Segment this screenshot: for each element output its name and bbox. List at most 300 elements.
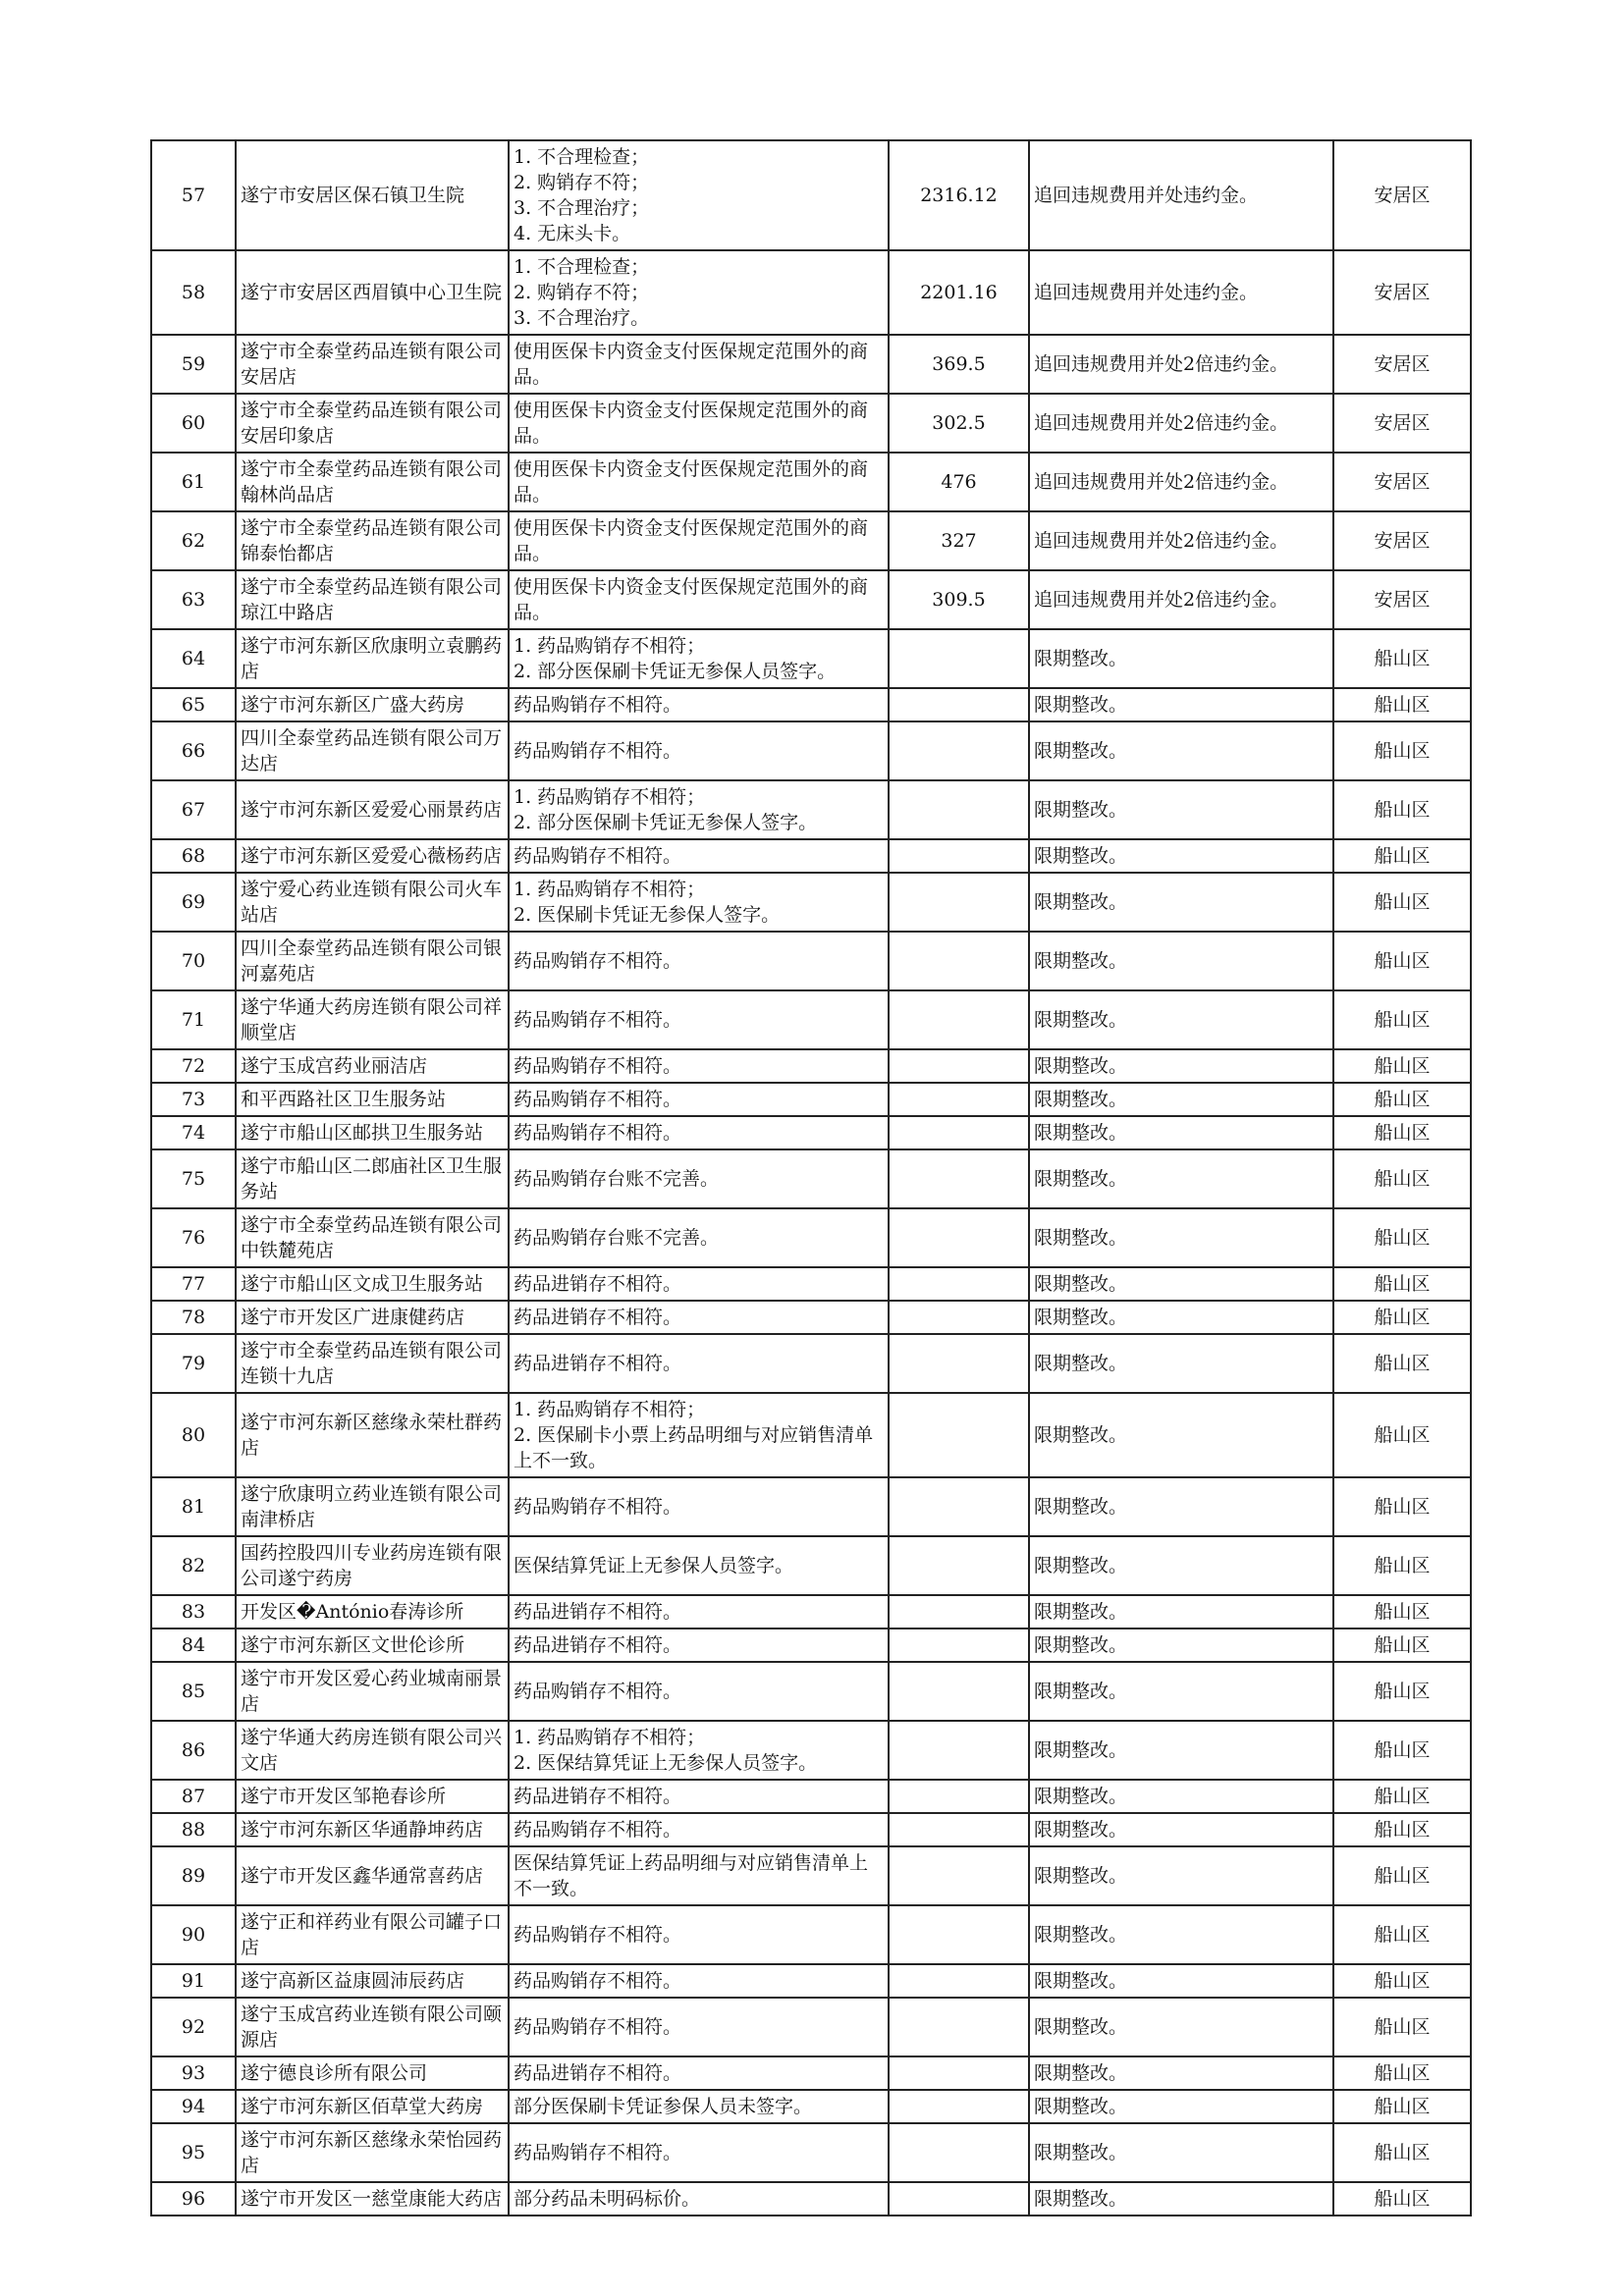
amount	[889, 2123, 1029, 2182]
issue-item: 药品购销存不相符。	[514, 1122, 682, 1144]
district: 安居区	[1333, 570, 1471, 629]
amount	[889, 1267, 1029, 1301]
amount	[889, 780, 1029, 839]
penalty-action: 限期整改。	[1029, 1964, 1333, 1998]
issues-cell	[509, 1780, 889, 1813]
issues-cell	[509, 1662, 889, 1721]
penalty-action: 追回违规费用并处违约金。	[1029, 140, 1333, 250]
district: 船山区	[1333, 1905, 1471, 1964]
table-row	[151, 1595, 1471, 1629]
district: 船山区	[1333, 990, 1471, 1049]
penalty-action: 追回违规费用并处2倍违约金。	[1029, 453, 1333, 511]
amount	[889, 1595, 1029, 1629]
amount	[889, 1334, 1029, 1393]
institution-name: 遂宁爱心药业连锁有限公司火车站店	[236, 873, 509, 932]
row-number: 82	[151, 1536, 236, 1595]
issue-item: 药品购销存台账不完善。	[514, 1227, 720, 1249]
table-row	[151, 1149, 1471, 1208]
issue-item: 药品购销存不相符。	[514, 845, 682, 867]
issues-cell	[509, 2182, 889, 2216]
penalty-action: 限期整改。	[1029, 1083, 1333, 1116]
table-row	[151, 780, 1471, 839]
issue-item: 1. 药品购销存不相符；	[514, 635, 706, 657]
district: 船山区	[1333, 1477, 1471, 1536]
institution-name: 遂宁市河东新区华通静坤药店	[236, 1813, 509, 1846]
institution-name: 遂宁市船山区二郎庙社区卫生服务站	[236, 1149, 509, 1208]
penalty-action: 限期整改。	[1029, 1267, 1333, 1301]
amount	[889, 1813, 1029, 1846]
amount: 476	[889, 453, 1029, 511]
table-row	[151, 839, 1471, 873]
table-row	[151, 1393, 1471, 1477]
amount	[889, 1721, 1029, 1780]
table-row	[151, 1905, 1471, 1964]
amount	[889, 1116, 1029, 1149]
amount	[889, 873, 1029, 932]
institution-name: 四川全泰堂药品连锁有限公司银河嘉苑店	[236, 932, 509, 990]
institution-name: 遂宁德良诊所有限公司	[236, 2056, 509, 2090]
institution-name: 遂宁市全泰堂药品连锁有限公司琼江中路店	[236, 570, 509, 629]
row-number: 74	[151, 1116, 236, 1149]
issue-item: 药品进销存不相符。	[514, 1273, 682, 1295]
issues-cell	[509, 1998, 889, 2056]
institution-name: 遂宁华通大药房连锁有限公司兴文店	[236, 1721, 509, 1780]
issue-item: 药品购销存不相符。	[514, 950, 682, 972]
amount	[889, 1301, 1029, 1334]
row-number: 67	[151, 780, 236, 839]
district: 船山区	[1333, 1964, 1471, 1998]
issues-cell	[509, 990, 889, 1049]
institution-name: 遂宁市开发区邹艳春诊所	[236, 1780, 509, 1813]
penalty-action: 限期整改。	[1029, 2090, 1333, 2123]
issue-item: 使用医保卡内资金支付医保规定范围外的商品。	[514, 576, 869, 623]
issues-cell	[509, 2123, 889, 2182]
amount	[889, 1536, 1029, 1595]
table-row	[151, 932, 1471, 990]
institution-name: 国药控股四川专业药房连锁有限公司遂宁药房	[236, 1536, 509, 1595]
issues-cell	[509, 2056, 889, 2090]
issue-item: 药品购销存不相符。	[514, 1089, 682, 1110]
institution-name: 遂宁市河东新区爱爱心薇杨药店	[236, 839, 509, 873]
issue-item: 1. 不合理检查；	[514, 146, 650, 168]
violations-table	[150, 139, 1472, 2216]
table-row	[151, 1721, 1471, 1780]
table-row	[151, 1267, 1471, 1301]
issue-item: 药品购销存不相符。	[514, 1924, 682, 1946]
issues-cell	[509, 688, 889, 721]
issue-item: 药品购销存不相符。	[514, 1681, 682, 1702]
amount	[889, 1998, 1029, 2056]
institution-name: 开发区�António春涛诊所	[236, 1595, 509, 1629]
district: 船山区	[1333, 1998, 1471, 2056]
district: 安居区	[1333, 453, 1471, 511]
row-number: 96	[151, 2182, 236, 2216]
amount	[889, 1149, 1029, 1208]
issues-cell	[509, 839, 889, 873]
table-row	[151, 721, 1471, 780]
issue-item: 药品进销存不相符。	[514, 1353, 682, 1374]
row-number: 71	[151, 990, 236, 1049]
penalty-action: 限期整改。	[1029, 1846, 1333, 1905]
issues-cell	[509, 1905, 889, 1964]
penalty-action: 限期整改。	[1029, 990, 1333, 1049]
penalty-action: 限期整改。	[1029, 2123, 1333, 2182]
issue-item: 1. 药品购销存不相符；	[514, 1727, 706, 1748]
district: 船山区	[1333, 1721, 1471, 1780]
row-number: 75	[151, 1149, 236, 1208]
issue-item: 使用医保卡内资金支付医保规定范围外的商品。	[514, 458, 869, 506]
penalty-action: 限期整改。	[1029, 1629, 1333, 1662]
issues-cell	[509, 1301, 889, 1334]
district: 船山区	[1333, 873, 1471, 932]
penalty-action: 限期整改。	[1029, 1721, 1333, 1780]
penalty-action: 限期整改。	[1029, 1998, 1333, 2056]
institution-name: 遂宁市安居区西眉镇中心卫生院	[236, 250, 509, 335]
issues-cell	[509, 1393, 889, 1477]
amount	[889, 2182, 1029, 2216]
issue-item: 药品进销存不相符。	[514, 2062, 682, 2084]
row-number: 72	[151, 1049, 236, 1083]
penalty-action: 限期整改。	[1029, 839, 1333, 873]
institution-name: 遂宁高新区益康圆沛辰药店	[236, 1964, 509, 1998]
district: 船山区	[1333, 2123, 1471, 2182]
penalty-action: 限期整改。	[1029, 1813, 1333, 1846]
district: 船山区	[1333, 1536, 1471, 1595]
issue-item: 药品购销存不相符。	[514, 694, 682, 716]
amount	[889, 1662, 1029, 1721]
amount	[889, 1208, 1029, 1267]
row-number: 73	[151, 1083, 236, 1116]
row-number: 87	[151, 1780, 236, 1813]
penalty-action: 限期整改。	[1029, 1477, 1333, 1536]
penalty-action: 限期整改。	[1029, 1049, 1333, 1083]
row-number: 59	[151, 335, 236, 394]
penalty-action: 限期整改。	[1029, 1334, 1333, 1393]
amount	[889, 1477, 1029, 1536]
amount	[889, 839, 1029, 873]
issues-cell	[509, 140, 889, 250]
table-row	[151, 873, 1471, 932]
penalty-action: 限期整改。	[1029, 780, 1333, 839]
institution-name: 遂宁市全泰堂药品连锁有限公司安居印象店	[236, 394, 509, 453]
penalty-action: 限期整改。	[1029, 1393, 1333, 1477]
table-row	[151, 1208, 1471, 1267]
district: 船山区	[1333, 1662, 1471, 1721]
amount	[889, 990, 1029, 1049]
issues-cell	[509, 1267, 889, 1301]
district: 船山区	[1333, 2090, 1471, 2123]
row-number: 80	[151, 1393, 236, 1477]
issue-item: 2. 部分医保刷卡凭证无参保人员签字。	[514, 661, 837, 682]
issue-item: 药品购销存不相符。	[514, 1055, 682, 1077]
amount	[889, 688, 1029, 721]
institution-name: 遂宁市河东新区慈缘永荣杜群药店	[236, 1393, 509, 1477]
table-row	[151, 2056, 1471, 2090]
table-row	[151, 511, 1471, 570]
row-number: 60	[151, 394, 236, 453]
row-number: 63	[151, 570, 236, 629]
institution-name: 遂宁市全泰堂药品连锁有限公司中铁麓苑店	[236, 1208, 509, 1267]
issues-cell	[509, 1964, 889, 1998]
row-number: 91	[151, 1964, 236, 1998]
district: 船山区	[1333, 1267, 1471, 1301]
issues-cell	[509, 873, 889, 932]
institution-name: 四川全泰堂药品连锁有限公司万达店	[236, 721, 509, 780]
institution-name: 遂宁市河东新区佰草堂大药房	[236, 2090, 509, 2123]
row-number: 69	[151, 873, 236, 932]
issues-cell	[509, 932, 889, 990]
amount: 2316.12	[889, 140, 1029, 250]
institution-name: 遂宁市河东新区文世伦诊所	[236, 1629, 509, 1662]
institution-name: 遂宁华通大药房连锁有限公司祥顺堂店	[236, 990, 509, 1049]
row-number: 58	[151, 250, 236, 335]
issues-cell	[509, 394, 889, 453]
row-number: 94	[151, 2090, 236, 2123]
amount	[889, 1049, 1029, 1083]
penalty-action: 限期整改。	[1029, 2182, 1333, 2216]
penalty-action: 限期整改。	[1029, 688, 1333, 721]
amount	[889, 1083, 1029, 1116]
row-number: 92	[151, 1998, 236, 2056]
issue-item: 药品购销存不相符。	[514, 1496, 682, 1518]
issues-cell	[509, 1149, 889, 1208]
institution-name: 遂宁市全泰堂药品连锁有限公司锦泰怡都店	[236, 511, 509, 570]
issue-item: 药品进销存不相符。	[514, 1634, 682, 1656]
amount	[889, 1629, 1029, 1662]
row-number: 85	[151, 1662, 236, 1721]
issue-item: 医保结算凭证上药品明细与对应销售清单上不一致。	[514, 1852, 869, 1899]
table-row	[151, 1964, 1471, 1998]
institution-name: 遂宁市安居区保石镇卫生院	[236, 140, 509, 250]
amount	[889, 2056, 1029, 2090]
penalty-action: 限期整改。	[1029, 1780, 1333, 1813]
penalty-action: 限期整改。	[1029, 1536, 1333, 1595]
issue-item: 药品购销存不相符。	[514, 1970, 682, 1992]
penalty-action: 限期整改。	[1029, 1208, 1333, 1267]
district: 船山区	[1333, 1083, 1471, 1116]
issue-item: 药品进销存不相符。	[514, 1601, 682, 1623]
issues-cell	[509, 1116, 889, 1149]
row-number: 84	[151, 1629, 236, 1662]
table-row	[151, 140, 1471, 250]
issue-item: 1. 药品购销存不相符；	[514, 786, 706, 808]
issues-cell	[509, 1083, 889, 1116]
table-row	[151, 1477, 1471, 1536]
issue-item: 1. 药品购销存不相符；	[514, 1399, 706, 1420]
amount	[889, 932, 1029, 990]
table-row	[151, 335, 1471, 394]
district: 船山区	[1333, 629, 1471, 688]
penalty-action: 限期整改。	[1029, 1595, 1333, 1629]
institution-name: 遂宁市船山区文成卫生服务站	[236, 1267, 509, 1301]
penalty-action: 限期整改。	[1029, 721, 1333, 780]
row-number: 64	[151, 629, 236, 688]
district: 船山区	[1333, 932, 1471, 990]
issue-item: 药品购销存不相符。	[514, 2016, 682, 2038]
penalty-action: 限期整改。	[1029, 1662, 1333, 1721]
issue-item: 2. 医保刷卡小票上药品明细与对应销售清单上不一致。	[514, 1424, 874, 1471]
institution-name: 遂宁市船山区邮拱卫生服务站	[236, 1116, 509, 1149]
issue-item: 2. 医保刷卡凭证无参保人签字。	[514, 904, 781, 926]
amount	[889, 629, 1029, 688]
district: 船山区	[1333, 780, 1471, 839]
penalty-action: 限期整改。	[1029, 932, 1333, 990]
table-row	[151, 250, 1471, 335]
issue-item: 2. 医保结算凭证上无参保人员签字。	[514, 1752, 818, 1774]
table-row	[151, 1334, 1471, 1393]
district: 安居区	[1333, 511, 1471, 570]
institution-name: 遂宁市河东新区欣康明立袁鹏药店	[236, 629, 509, 688]
row-number: 79	[151, 1334, 236, 1393]
penalty-action: 追回违规费用并处违约金。	[1029, 250, 1333, 335]
issue-item: 2. 购销存不符；	[514, 282, 650, 303]
institution-name: 遂宁市全泰堂药品连锁有限公司翰林尚品店	[236, 453, 509, 511]
institution-name: 遂宁市开发区鑫华通常喜药店	[236, 1846, 509, 1905]
row-number: 57	[151, 140, 236, 250]
issue-item: 1. 不合理检查；	[514, 256, 650, 278]
issues-cell	[509, 1477, 889, 1536]
district: 安居区	[1333, 140, 1471, 250]
institution-name: 遂宁市河东新区爱爱心丽景药店	[236, 780, 509, 839]
table-row	[151, 394, 1471, 453]
district: 船山区	[1333, 1393, 1471, 1477]
table-body	[151, 140, 1471, 2216]
table-row	[151, 1998, 1471, 2056]
institution-name: 遂宁玉成宫药业连锁有限公司颐源店	[236, 1998, 509, 2056]
issues-cell	[509, 1629, 889, 1662]
district: 安居区	[1333, 250, 1471, 335]
row-number: 77	[151, 1267, 236, 1301]
amount: 2201.16	[889, 250, 1029, 335]
table-row	[151, 453, 1471, 511]
issues-cell	[509, 511, 889, 570]
penalty-action: 限期整改。	[1029, 873, 1333, 932]
table-row	[151, 1301, 1471, 1334]
issues-cell	[509, 1208, 889, 1267]
table-row	[151, 1049, 1471, 1083]
table-row	[151, 629, 1471, 688]
institution-name: 遂宁市河东新区广盛大药房	[236, 688, 509, 721]
amount	[889, 1905, 1029, 1964]
district: 安居区	[1333, 335, 1471, 394]
district: 船山区	[1333, 1116, 1471, 1149]
district: 船山区	[1333, 721, 1471, 780]
district: 船山区	[1333, 839, 1471, 873]
district: 船山区	[1333, 1780, 1471, 1813]
issue-item: 药品购销存不相符。	[514, 740, 682, 762]
row-number: 66	[151, 721, 236, 780]
penalty-action: 限期整改。	[1029, 2056, 1333, 2090]
table-row	[151, 990, 1471, 1049]
institution-name: 遂宁玉成宫药业丽洁店	[236, 1049, 509, 1083]
row-number: 86	[151, 1721, 236, 1780]
table-row	[151, 1846, 1471, 1905]
district: 船山区	[1333, 1049, 1471, 1083]
row-number: 88	[151, 1813, 236, 1846]
issues-cell	[509, 629, 889, 688]
issue-item: 4. 无床头卡。	[514, 223, 631, 244]
issues-cell	[509, 1334, 889, 1393]
amount	[889, 1780, 1029, 1813]
penalty-action: 追回违规费用并处2倍违约金。	[1029, 335, 1333, 394]
issue-item: 使用医保卡内资金支付医保规定范围外的商品。	[514, 400, 869, 447]
issues-cell	[509, 570, 889, 629]
penalty-action: 限期整改。	[1029, 1116, 1333, 1149]
issues-cell	[509, 1536, 889, 1595]
issue-item: 使用医保卡内资金支付医保规定范围外的商品。	[514, 517, 869, 564]
issue-item: 部分药品未明码标价。	[514, 2188, 701, 2210]
penalty-action: 追回违规费用并处2倍违约金。	[1029, 511, 1333, 570]
issue-item: 1. 药品购销存不相符；	[514, 879, 706, 900]
table-row	[151, 1536, 1471, 1595]
row-number: 62	[151, 511, 236, 570]
row-number: 70	[151, 932, 236, 990]
issues-cell	[509, 453, 889, 511]
issues-cell	[509, 1049, 889, 1083]
penalty-action: 追回违规费用并处2倍违约金。	[1029, 394, 1333, 453]
issue-item: 3. 不合理治疗。	[514, 307, 650, 329]
issues-cell	[509, 335, 889, 394]
amount	[889, 721, 1029, 780]
district: 船山区	[1333, 1595, 1471, 1629]
issues-cell	[509, 721, 889, 780]
issues-cell	[509, 1595, 889, 1629]
row-number: 76	[151, 1208, 236, 1267]
institution-name: 遂宁欣康明立药业连锁有限公司南津桥店	[236, 1477, 509, 1536]
issues-cell	[509, 1721, 889, 1780]
district: 船山区	[1333, 1629, 1471, 1662]
issue-item: 医保结算凭证上无参保人员签字。	[514, 1555, 794, 1576]
table-row	[151, 2090, 1471, 2123]
institution-name: 和平西路社区卫生服务站	[236, 1083, 509, 1116]
issues-cell	[509, 1813, 889, 1846]
institution-name: 遂宁市河东新区慈缘永荣怡园药店	[236, 2123, 509, 2182]
amount	[889, 1964, 1029, 1998]
penalty-action: 限期整改。	[1029, 1149, 1333, 1208]
table-row	[151, 1813, 1471, 1846]
table-row	[151, 1780, 1471, 1813]
district: 船山区	[1333, 2182, 1471, 2216]
table-row	[151, 570, 1471, 629]
table-row	[151, 1116, 1471, 1149]
amount: 327	[889, 511, 1029, 570]
table-row	[151, 1662, 1471, 1721]
issue-item: 药品进销存不相符。	[514, 1307, 682, 1328]
amount: 369.5	[889, 335, 1029, 394]
row-number: 89	[151, 1846, 236, 1905]
issues-cell	[509, 1846, 889, 1905]
issue-item: 2. 部分医保刷卡凭证无参保人签字。	[514, 812, 818, 833]
table-row	[151, 2182, 1471, 2216]
institution-name: 遂宁市开发区爱心药业城南丽景店	[236, 1662, 509, 1721]
issues-cell	[509, 780, 889, 839]
penalty-action: 追回违规费用并处2倍违约金。	[1029, 570, 1333, 629]
row-number: 78	[151, 1301, 236, 1334]
district: 船山区	[1333, 688, 1471, 721]
penalty-action: 限期整改。	[1029, 629, 1333, 688]
table-row	[151, 688, 1471, 721]
row-number: 95	[151, 2123, 236, 2182]
institution-name: 遂宁正和祥药业有限公司罐子口店	[236, 1905, 509, 1964]
row-number: 81	[151, 1477, 236, 1536]
institution-name: 遂宁市开发区一慈堂康能大药店	[236, 2182, 509, 2216]
amount	[889, 1846, 1029, 1905]
amount: 309.5	[889, 570, 1029, 629]
issue-item: 药品进销存不相符。	[514, 1786, 682, 1807]
row-number: 90	[151, 1905, 236, 1964]
row-number: 61	[151, 453, 236, 511]
penalty-action: 限期整改。	[1029, 1301, 1333, 1334]
